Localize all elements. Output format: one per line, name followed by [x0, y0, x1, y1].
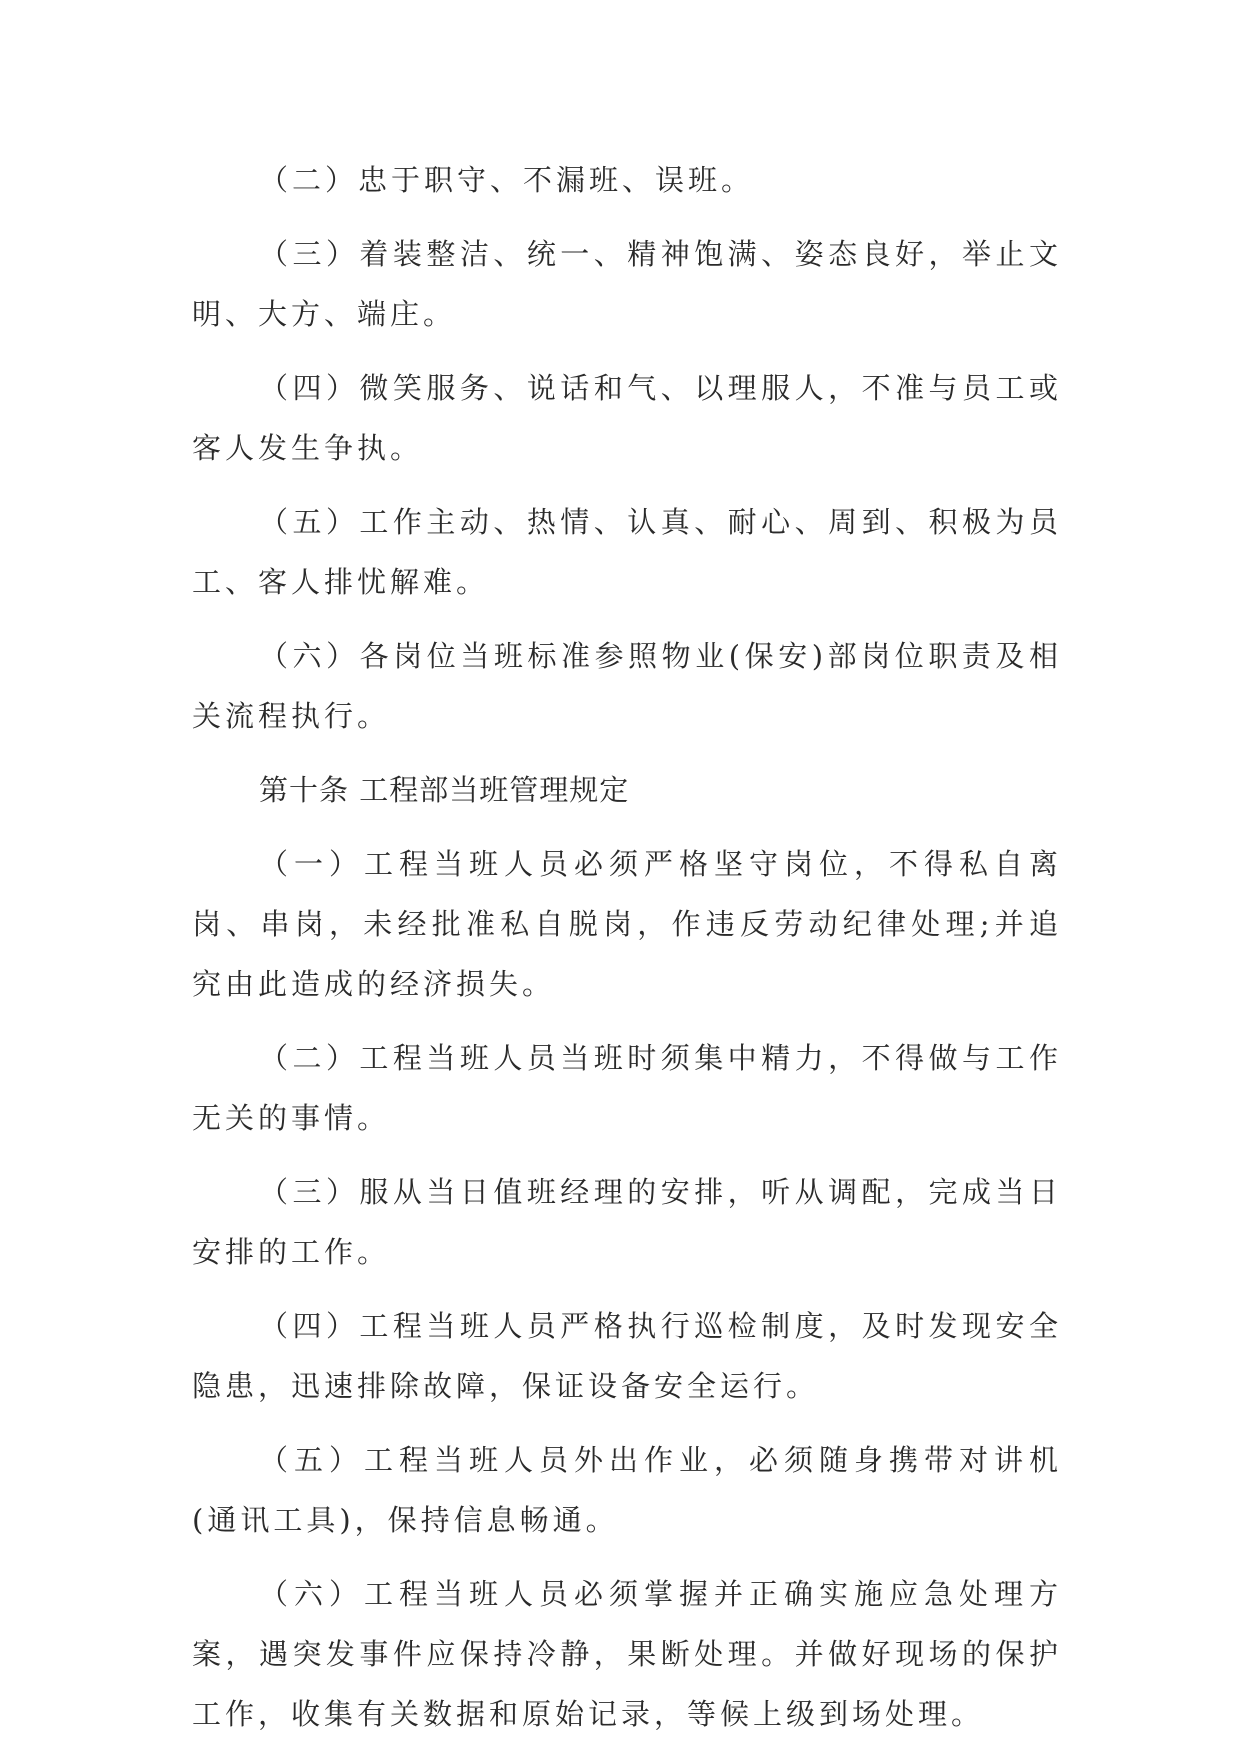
article-10-item-5: （五）工程当班人员外出作业，必须随身携带对讲机(通讯工具)，保持信息畅通。: [192, 1443, 1062, 1537]
article-10-item-2: （二）工程当班人员当班时须集中精力，不得做与工作无关的事情。: [192, 1041, 1062, 1135]
article-10-item-4: （四）工程当班人员严格执行巡检制度，及时发现安全隐患，迅速排除故障，保证设备安全运行。: [192, 1309, 1062, 1403]
article-10-item-6: （六）工程当班人员必须掌握并正确实施应急处理方案，遇突发事件应保持冷静，果断处理。并做好现场的保护工作，收集有关数据和原始记录，等候上级到场处理。: [192, 1577, 1062, 1731]
article-10-item-1: （一）工程当班人员必须严格坚守岗位，不得私自离岗、串岗，未经批准私自脱岗，作违反劳动纪律处理;并追究由此造成的经济损失。: [192, 847, 1062, 1001]
article-10-item-3: （三）服从当日值班经理的安排，听从调配，完成当日安排的工作。: [192, 1175, 1062, 1269]
document-page: [192, 150, 1062, 1758]
article-10-heading: 第十条 工程部当班管理规定: [259, 773, 630, 807]
paragraph-6-standards: （六）各岗位当班标准参照物业(保安)部岗位职责及相关流程执行。: [192, 639, 1062, 733]
paragraph-2-loyalty: （二）忠于职守、不漏班、误班。: [259, 163, 755, 197]
paragraph-4-service: （四）微笑服务、说话和气、以理服人，不准与员工或客人发生争执。: [192, 371, 1062, 465]
paragraph-5-attitude: （五）工作主动、热情、认真、耐心、周到、积极为员工、客人排忧解难。: [192, 505, 1062, 599]
paragraph-3-appearance: （三）着装整洁、统一、精神饱满、姿态良好，举止文明、大方、端庄。: [192, 237, 1062, 331]
